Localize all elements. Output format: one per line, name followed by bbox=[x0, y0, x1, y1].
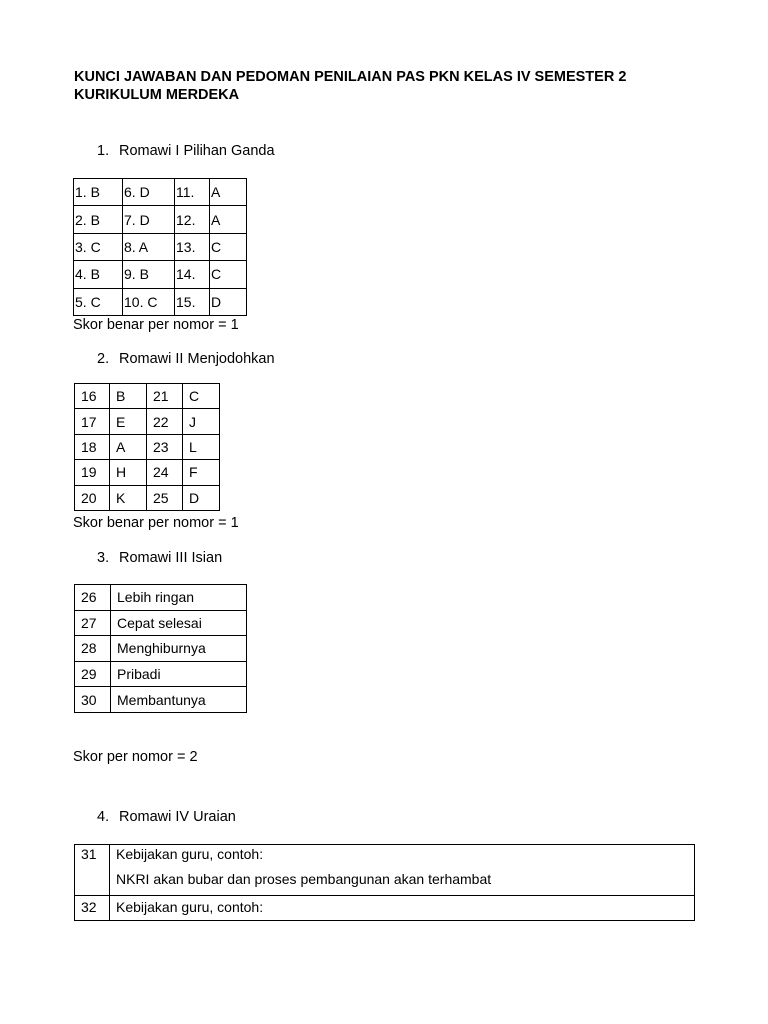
table-cell: 19 bbox=[75, 460, 110, 485]
answer-row bbox=[74, 233, 247, 260]
table-cell: 29 bbox=[75, 661, 111, 687]
table-cell: 6. D bbox=[123, 179, 175, 206]
title-line-1: KUNCI JAWABAN DAN PEDOMAN PENILAIAN PAS PKN KELAS IV SEMESTER 2 bbox=[74, 69, 627, 85]
table-cell: 26 bbox=[75, 585, 111, 611]
answer-row bbox=[74, 261, 247, 288]
question-number: 32 bbox=[75, 896, 110, 921]
answer-line: Kebijakan guru, contoh: bbox=[116, 846, 264, 862]
table-cell: 25 bbox=[147, 485, 183, 510]
section-3-title: Romawi III Isian bbox=[119, 550, 223, 566]
section-4-number: 4. bbox=[97, 809, 110, 825]
table-cell: 28 bbox=[75, 636, 111, 662]
table-cell: Menghiburnya bbox=[111, 636, 247, 662]
table-cell: 24 bbox=[147, 460, 183, 485]
table-cell: L bbox=[183, 434, 220, 459]
table-cell: 16 bbox=[75, 384, 110, 409]
table-cell: B bbox=[110, 384, 147, 409]
essay-row bbox=[75, 896, 695, 921]
multiple-choice-answer-table bbox=[73, 178, 247, 316]
table-cell: Pribadi bbox=[111, 661, 247, 687]
section-3-score-note: Skor per nomor = 2 bbox=[73, 749, 198, 765]
section-2-number: 2. bbox=[97, 351, 110, 367]
table-cell: C bbox=[210, 261, 247, 288]
section-1-heading bbox=[97, 142, 275, 160]
answer-row bbox=[75, 384, 220, 409]
table-cell: 2. B bbox=[74, 206, 123, 233]
table-cell: Lebih ringan bbox=[111, 585, 247, 611]
answer-row bbox=[75, 485, 220, 510]
table-cell: K bbox=[110, 485, 147, 510]
table-cell: 15. bbox=[175, 288, 210, 315]
fill-in-answer-table bbox=[74, 584, 247, 713]
section-1-number: 1. bbox=[97, 143, 110, 159]
table-cell: 22 bbox=[147, 409, 183, 434]
answer-row bbox=[74, 179, 247, 206]
answer-row bbox=[75, 661, 247, 687]
section-1-score-note: Skor benar per nomor = 1 bbox=[73, 317, 239, 333]
table-cell: D bbox=[183, 485, 220, 510]
table-cell: E bbox=[110, 409, 147, 434]
table-cell: 12. bbox=[175, 206, 210, 233]
table-cell: A bbox=[210, 206, 247, 233]
answer-line: NKRI akan bubar dan proses pembangunan akan terhambat bbox=[116, 871, 492, 887]
document-title bbox=[74, 68, 714, 104]
table-cell: 11. bbox=[175, 179, 210, 206]
answer-row bbox=[75, 610, 247, 636]
answer-text bbox=[110, 845, 695, 896]
table-cell: H bbox=[110, 460, 147, 485]
answer-row bbox=[75, 585, 247, 611]
section-1-title: Romawi I Pilihan Ganda bbox=[119, 143, 275, 159]
answer-row bbox=[75, 409, 220, 434]
table-cell: D bbox=[210, 288, 247, 315]
table-cell: Cepat selesai bbox=[111, 610, 247, 636]
section-2-score-note: Skor benar per nomor = 1 bbox=[73, 515, 239, 531]
table-cell: 21 bbox=[147, 384, 183, 409]
answer-row bbox=[74, 206, 247, 233]
table-cell: C bbox=[183, 384, 220, 409]
answer-row bbox=[74, 288, 247, 315]
section-2-heading bbox=[97, 350, 275, 368]
table-cell: 7. D bbox=[123, 206, 175, 233]
table-cell: 23 bbox=[147, 434, 183, 459]
table-cell: 1. B bbox=[74, 179, 123, 206]
essay-answer-table bbox=[74, 844, 695, 921]
table-cell: 9. B bbox=[123, 261, 175, 288]
section-4-heading bbox=[97, 808, 236, 826]
table-cell: 20 bbox=[75, 485, 110, 510]
table-cell: C bbox=[210, 233, 247, 260]
answer-row bbox=[75, 434, 220, 459]
section-3-heading bbox=[97, 549, 222, 567]
section-3-number: 3. bbox=[97, 550, 110, 566]
table-cell: 10. C bbox=[123, 288, 175, 315]
answer-line: Kebijakan guru, contoh: bbox=[116, 899, 264, 915]
table-cell: 5. C bbox=[74, 288, 123, 315]
table-cell: A bbox=[110, 434, 147, 459]
table-cell: 30 bbox=[75, 687, 111, 713]
table-cell: 18 bbox=[75, 434, 110, 459]
section-4-title: Romawi IV Uraian bbox=[119, 809, 236, 825]
answer-row bbox=[75, 636, 247, 662]
answer-row bbox=[75, 687, 247, 713]
table-cell: 27 bbox=[75, 610, 111, 636]
section-2-title: Romawi II Menjodohkan bbox=[119, 351, 275, 367]
question-number: 31 bbox=[75, 845, 110, 896]
title-line-2: KURIKULUM MERDEKA bbox=[74, 87, 240, 103]
table-cell: 8. A bbox=[123, 233, 175, 260]
table-cell: J bbox=[183, 409, 220, 434]
table-cell: 13. bbox=[175, 233, 210, 260]
essay-row bbox=[75, 845, 695, 896]
table-cell: 3. C bbox=[74, 233, 123, 260]
table-cell: 14. bbox=[175, 261, 210, 288]
answer-text bbox=[110, 896, 695, 921]
table-cell: 17 bbox=[75, 409, 110, 434]
matching-answer-table bbox=[74, 383, 220, 511]
table-cell: F bbox=[183, 460, 220, 485]
table-cell: A bbox=[210, 179, 247, 206]
table-cell: 4. B bbox=[74, 261, 123, 288]
answer-row bbox=[75, 460, 220, 485]
table-cell: Membantunya bbox=[111, 687, 247, 713]
